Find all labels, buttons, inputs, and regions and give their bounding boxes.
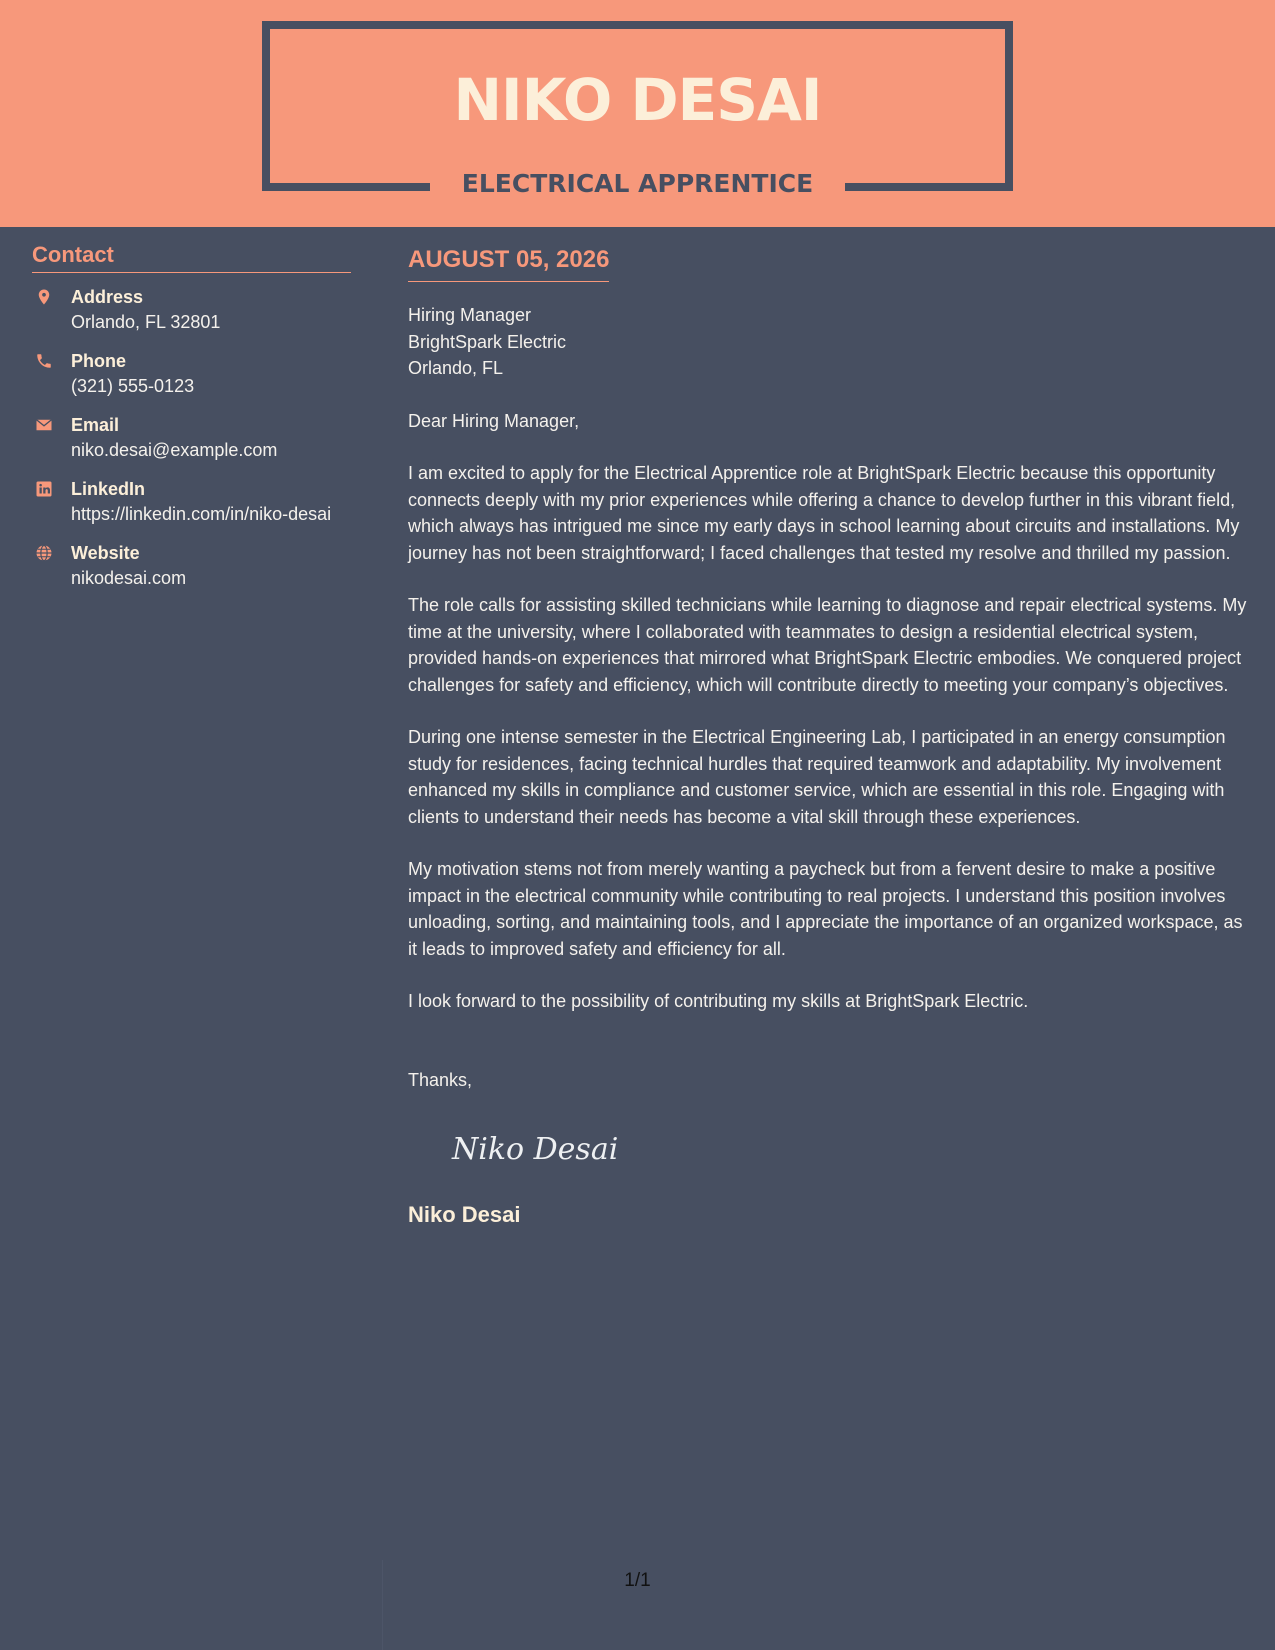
signature-image [448, 1123, 648, 1173]
contact-label: Address [71, 287, 144, 307]
body-paragraph: I look forward to the possibility of contributing my skills at BrightSpark Electric. [408, 991, 1029, 1011]
map-pin-icon [35, 288, 53, 306]
letter-date: AUGUST 05, 2026 [408, 245, 609, 282]
linkedin-icon [35, 480, 53, 498]
recipient-line: Orlando, FL [408, 358, 504, 378]
body-paragraph: The role calls for assisting skilled technicians while learning to diagnose and repair electrical systems. My time at the university, where I collaborated with teammates to design a residential electrical system, provided hands-on experiences that mirrored what BrightSpark Electric embodies. We conquered project challenges for safety and efficiency, which will contribute directly to meeting your company’s objectives. [408, 595, 1247, 695]
column-divider [382, 1560, 383, 1650]
recipient-block [408, 302, 1248, 382]
letter-body [408, 245, 1248, 1230]
contact-item-address [32, 285, 351, 334]
contact-item-email [32, 413, 351, 462]
salutation: Dear Hiring Manager, [408, 410, 580, 431]
body-paragraph: During one intense semester in the Electrical Engineering Lab, I participated in an energy consumption study for residences, facing technical hurdles that required teamwork and adaptability. My involvement enhanced my skills in compliance and customer service, which are essential in this role. Engaging with clients to understand their needs has become a vital skill through these experiences. [408, 727, 1226, 827]
contact-sidebar [32, 240, 351, 605]
contact-label: LinkedIn [71, 479, 146, 499]
frame-bottom-right [845, 183, 1013, 191]
frame-bottom-left [262, 183, 430, 191]
envelope-icon [35, 416, 53, 434]
contact-value: (321) 555-0123 [71, 376, 195, 396]
contact-link[interactable]: https://linkedin.com/in/niko-desai [71, 504, 332, 524]
phone-icon [35, 352, 53, 370]
contact-label: Website [71, 543, 140, 563]
job-title: ELECTRICAL APPRENTICE [461, 169, 814, 198]
recipient-line: BrightSpark Electric [408, 331, 567, 352]
body-paragraph: I am excited to apply for the Electrical Apprentice role at BrightSpark Electric because this opportunity connects deeply with my prior experiences while offering a chance to develop further in this vibrant field, which always has intrigued me since my early days in school learning about circuits and installations. My journey has not been straightforward; I faced challenges that tested my resolve and thrilled my passion. [408, 463, 1240, 563]
contact-link[interactable]: niko.desai@example.com [71, 440, 278, 460]
contact-label: Email [71, 415, 120, 435]
signature-text: Niko Desai [452, 1132, 619, 1167]
recipient-line: Hiring Manager [408, 305, 532, 325]
contact-item-phone [32, 349, 351, 398]
signer-name: Niko Desai [408, 1202, 521, 1227]
applicant-name: NIKO DESAI [453, 66, 822, 134]
contact-item-website [32, 541, 351, 590]
contact-label: Phone [71, 351, 127, 371]
contact-item-linkedin [32, 477, 351, 526]
body-paragraph: My motivation stems not from merely wanting a paycheck but from a fervent desire to make a positive impact in the electrical community while contributing to real projects. I understand this position involves unloading, sorting, and maintaining tools, and I appreciate the importance of an organized workspace, as it leads to improved safety and efficiency for all. [408, 859, 1243, 959]
closing: Thanks, [408, 1069, 473, 1090]
page-number: 1/1 [624, 1570, 651, 1591]
contact-link[interactable]: nikodesai.com [71, 568, 187, 588]
globe-icon [35, 544, 53, 562]
contact-heading: Contact [32, 240, 351, 273]
contact-value: Orlando, FL 32801 [71, 312, 221, 332]
